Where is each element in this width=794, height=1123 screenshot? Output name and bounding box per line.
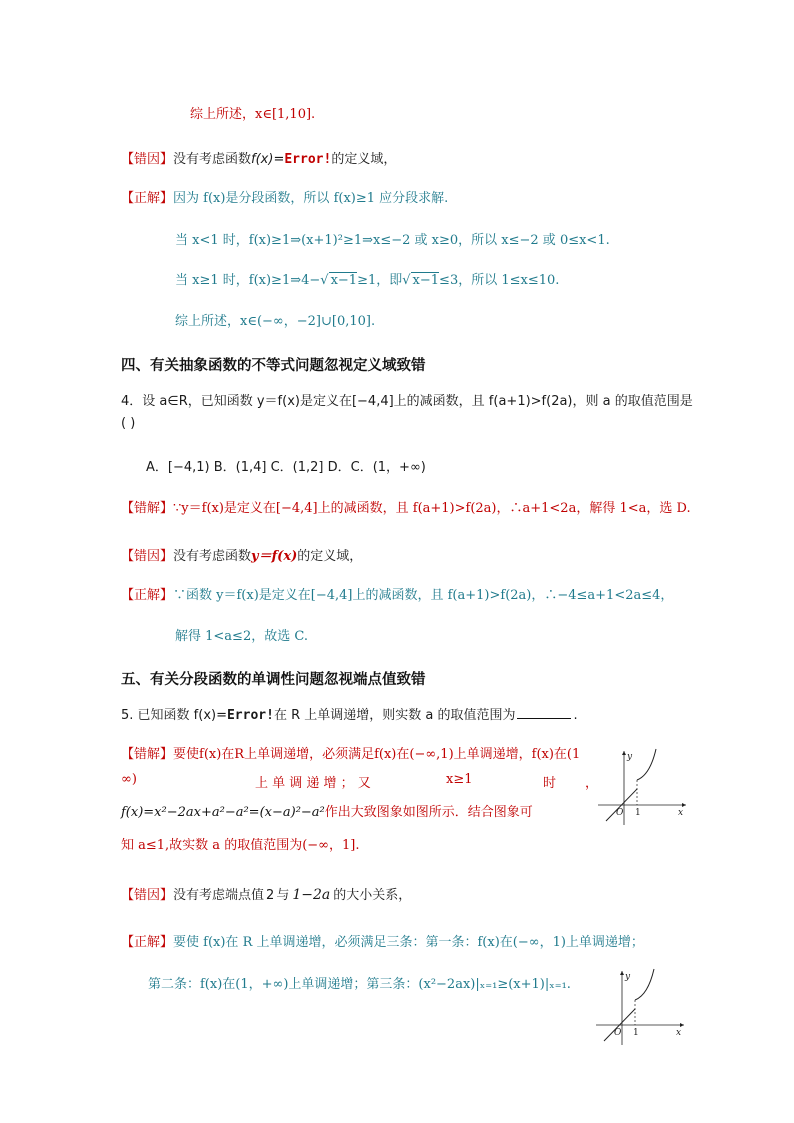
question-4-stem: 4．设 a∈R，已知函数 y＝f(x)是定义在[−4,4]上的减函数，且 f(a+1)>f(2a)，则 a 的取值范围是: [121, 394, 693, 409]
correct-solution-5-line-2: 第二条：f(x)在(1，+∞)上单调递增；第三条：(x²−2ax)|ₓ₌₁≥(x+1)|ₓ₌₁.: [148, 977, 571, 992]
wrong-solution-4: 【错解】∵y＝f(x)是定义在[−4,4]上的减函数，且 f(a+1)>f(2a)，∴a+1<2a，解得 1<a，选 D.: [121, 501, 691, 516]
parabola-curve: [637, 749, 656, 780]
error-cause-4: 【错因】没有考虑函数y＝f(x)的定义域，: [121, 549, 363, 564]
function-graph-1: [598, 743, 690, 825]
x-axis-arrow: [682, 803, 686, 807]
one-label: 1: [635, 808, 641, 818]
section-heading-4: 四、有关抽象函数的不等式问题忽视定义域致错: [121, 358, 426, 374]
wrong-solution-5-line-2: ∞): [121, 772, 137, 787]
x-label: x: [676, 1028, 682, 1038]
section-heading-5: 五、有关分段函数的单调性问题忽视端点值致错: [121, 672, 426, 688]
question-5-stem: 5. 已知函数 f(x)=Error!在 R 上单调递增，则实数 a 的取值范围为 .: [121, 708, 578, 723]
function-graph-2: [596, 963, 688, 1045]
x-axis-arrow: [680, 1023, 684, 1027]
answer-blank: [517, 706, 571, 719]
solution-conclusion: 综上所述，x∈(−∞，−2]∪[0,10].: [175, 314, 376, 329]
y-label: y: [627, 752, 633, 762]
solution-case-2: 当 x≥1 时，f(x)≥1⇒4−√ x−1≥1，即√ x−1≤3，所以 1≤x≤10.: [175, 273, 560, 288]
origin-label: O: [616, 808, 624, 818]
correct-solution-5-line-1: 【正解】要使 f(x)在 R 上单调递增，必须满足三条：第一条：f(x)在(−∞，1)上单调递增；: [121, 935, 644, 950]
error-cause-line-1: 【错因】没有考虑函数f(x)=Error!的定义域，: [121, 152, 397, 167]
tag-error-cause: 【错因】: [121, 152, 174, 167]
x-label: x: [678, 808, 684, 818]
wrong-solution-5-line-3: f(x)=x²−2ax+a²−a²=(x−a)²−a²作出大致图象如图所示．结合图象可: [121, 805, 533, 820]
wrong-solution-5-when: 时: [543, 776, 557, 791]
wrong-solution-5-line-1: 【错解】要使f(x)在R上单调递增，必须满足f(x)在(−∞,1)上单调递增，f(x)在(1: [121, 747, 581, 762]
solution-case-1: 当 x<1 时，f(x)≥1⇒(x+1)²≥1⇒x≤−2 或 x≥0，所以 x≤−2 或 0≤x<1.: [175, 233, 610, 248]
conclusion-line-1: 综上所述，x∈[1,10].: [190, 107, 316, 122]
correct-solution-4-result: 解得 1<a≤2，故选 C.: [175, 629, 308, 644]
wrong-solution-5-spaced: 上 单 调 递 增 ； 又: [255, 776, 371, 791]
wrong-solution-5-line-4: 知 a≤1,故实数 a 的取值范围为(−∞，1].: [121, 838, 360, 853]
wrong-solution-5-comma: ，: [585, 776, 599, 791]
y-axis-arrow: [622, 751, 626, 755]
correct-solution-4: 【正解】∵函数 y＝f(x)是定义在[−4,4]上的减函数，且 f(a+1)>f(2a)，∴−4≤a+1<2a≤4，: [121, 588, 674, 603]
y-label: y: [625, 972, 631, 982]
one-label: 1: [633, 1028, 639, 1038]
correct-solution-line-1: 【正解】因为 f(x)是分段函数，所以 f(x)≥1 应分段求解.: [121, 191, 449, 206]
origin-label: O: [614, 1028, 622, 1038]
question-4-options: A．[−4,1) B．(1,4] C．(1,2] D．C．(1，+∞): [146, 460, 426, 475]
error-cause-5: 【错因】没有考虑端点值 2 与 1−2a 的大小关系，: [121, 887, 412, 903]
parabola-curve: [635, 969, 654, 1000]
wrong-solution-5-cond: x≥1: [446, 772, 473, 787]
y-axis-arrow: [620, 971, 624, 975]
question-4-paren: ( ): [121, 416, 136, 431]
